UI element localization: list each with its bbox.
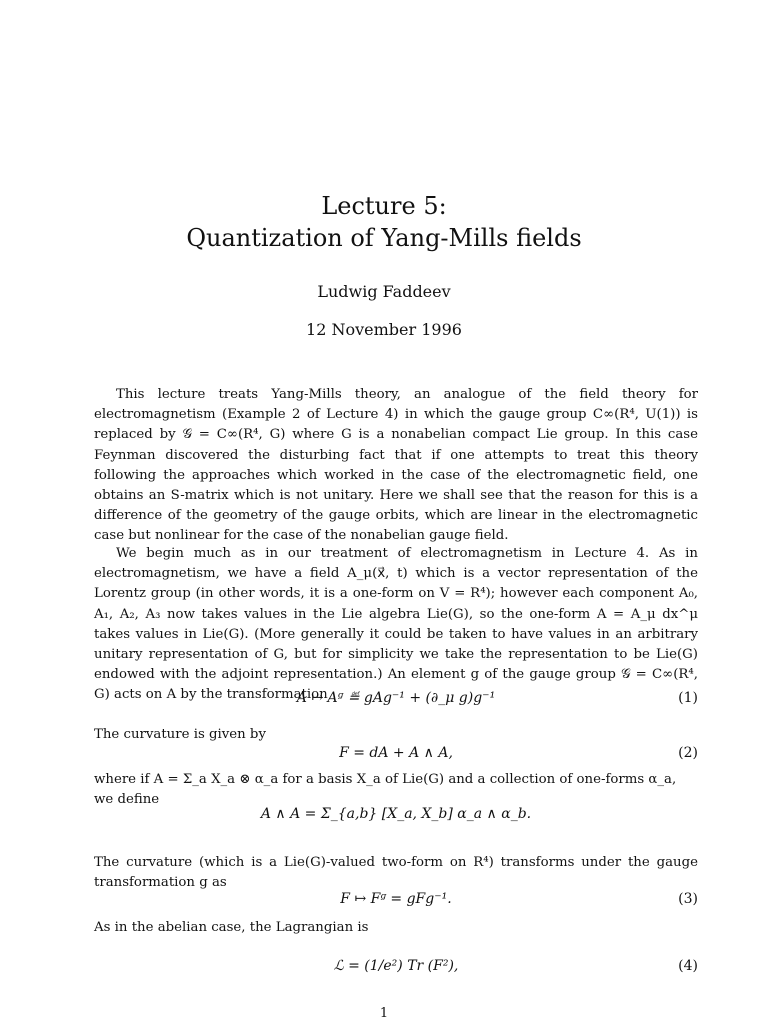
- equation-2: [94, 745, 698, 769]
- title-line-1: Lecture 5:: [321, 192, 447, 220]
- page-number: 1: [379, 1006, 389, 1021]
- text-abelian-case: As in the abelian case, the Lagrangian is: [94, 920, 369, 935]
- paragraph-intro: This lecture treats Yang-Mills theory, an analogue of the field theory for electromagnetism (Example 2 of Lecture 4) in which the gauge group C∞(R⁴, U(1)) is replaced by 𝒢 = C∞(R⁴, G) where G is a nonabelian compact Lie group. In this case Feynman discovered the disturbing fact that if one attempts to treat this theory following the approaches which worked in the case of the electromagnetic field, one obtains an S-matrix which is not unitary. Here we shall see that the reason for this is a difference of the geometry of the gauge orbits, which are linear in the electromagnetic case but nonlinear for the case of the nonabelian gauge field.: [94, 387, 698, 544]
- equation-2-number: (2): [678, 745, 698, 761]
- equation-4-expr: ℒ = (1/e²) Tr (F²),: [333, 958, 459, 974]
- equation-3-expr: F ↦ Fᵍ = gFg⁻¹.: [340, 891, 452, 907]
- equation-wedge: [94, 806, 698, 830]
- equation-1-expr: A ↦ Aᵍ ≝ gAg⁻¹ + (∂_μ g)g⁻¹: [296, 690, 496, 706]
- equation-4-number: (4): [678, 958, 698, 974]
- equation-1: [94, 690, 698, 714]
- author: Ludwig Faddeev: [317, 282, 451, 301]
- equation-wedge-expr: A ∧ A = Σ_{a,b} [X_a, X_b] α_a ∧ α_b.: [260, 806, 532, 822]
- date: 12 November 1996: [306, 320, 462, 339]
- title-line-2: Quantization of Yang-Mills fields: [186, 224, 582, 252]
- paragraph-yang-mills-field: We begin much as in our treatment of electromagnetism in Lecture 4. As in electromagnetism, we have a field A_μ(x⃗, t) which is a vector representation of the Lorentz group (in other words, it is a one-form on V = R⁴); however each component A₀, A₁, A₂, A₃ now takes values in the Lie algebra Lie(G), so the one-form A = A_μ dx^μ takes values in Lie(G). (More generally it could be taken to have values in an arbitrary unitary representation of G, but for simplicity we take the representation to be Lie(G) endowed with the adjoint representation.) An element g of the gauge group 𝒢 = C∞(R⁴, G) acts on A by the transformation: [94, 546, 698, 703]
- equation-2-expr: F = dA + A ∧ A,: [339, 745, 453, 761]
- equation-1-number: (1): [678, 690, 698, 706]
- equation-3: [94, 891, 698, 915]
- text-curvature-given: The curvature is given by: [94, 727, 266, 742]
- equation-3-number: (3): [678, 891, 698, 907]
- text-where-if: where if A = Σ_a X_a ⊗ α_a for a basis X_a of Lie(G) and a collection of one-forms α_a, we define: [94, 772, 677, 808]
- equation-4: [94, 958, 698, 982]
- text-curvature-transforms: The curvature (which is a Lie(G)-valued two-form on R⁴) transforms under the gauge transformation g as: [94, 855, 698, 891]
